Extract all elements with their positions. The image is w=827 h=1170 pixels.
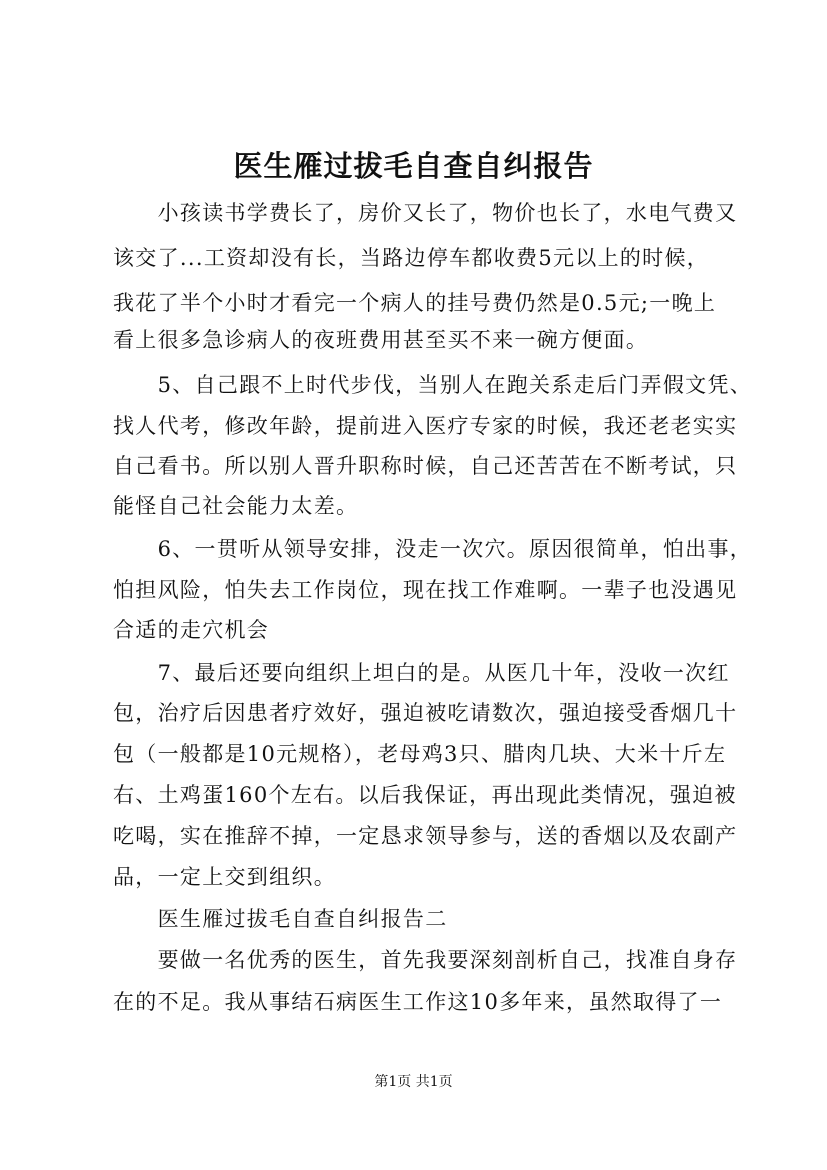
body-line: 能怪自己社会能力太差。	[113, 494, 359, 518]
body-line: 品，一定上交到组织。	[113, 865, 336, 889]
body-line: 自己看书。所以别人晋升职称时候，自己还苦苦在不断考试，只	[113, 454, 738, 478]
page-number-footer: 第1页 共1页	[374, 1074, 453, 1090]
body-line: 右、土鸡蛋160个左右。以后我保证，再出现此类情况，强迫被	[113, 783, 737, 807]
body-line: 我花了半个小时才看完一个病人的挂号费仍然是0.5元;一晚上	[113, 291, 717, 315]
body-line: 7、最后还要向组织上坦白的是。从医几十年，没收一次红	[113, 661, 730, 685]
section-heading: 医生雁过拔毛自查自纠报告二	[113, 907, 448, 931]
body-line: 在的不足。我从事结石病医生工作这10多年来，虽然取得了一	[113, 990, 723, 1014]
body-line: 要做一名优秀的医生，首先我要深刻剖析自己，找准自身存	[113, 948, 738, 972]
body-line: 怕担风险，怕失去工作岗位，现在找工作难啊。一辈子也没遇见	[113, 578, 738, 602]
body-line: 6、一贯听从领导安排，没走一次穴。原因很简单，怕出事，	[113, 537, 753, 561]
body-line: 包，治疗后因患者疗效好，强迫被吃请数次，强迫接受香烟几十	[113, 701, 738, 725]
document-title: 医生雁过拔毛自查自纠报告	[233, 149, 594, 183]
body-line: 合适的走穴机会	[113, 618, 270, 642]
body-line: 找人代考，修改年龄，提前进入医疗专家的时候，我还老老实实	[113, 414, 738, 438]
body-line: 5、自己跟不上时代步伐，当别人在跑关系走后门弄假文凭、	[113, 373, 753, 397]
body-line: 吃喝，实在推辞不掉，一定恳求领导参与，送的香烟以及农副产	[113, 824, 738, 848]
body-line: 包（一般都是10元规格），老母鸡3只、腊肉几块、大米十斤左	[113, 742, 727, 766]
body-line: 小孩读书学费长了，房价又长了，物价也长了，水电气费又	[113, 201, 738, 225]
body-line: 该交了...工资却没有长，当路边停车都收费5元以上的时候，	[113, 246, 710, 270]
body-line: 看上很多急诊病人的夜班费用甚至买不来一碗方便面。	[113, 328, 649, 352]
